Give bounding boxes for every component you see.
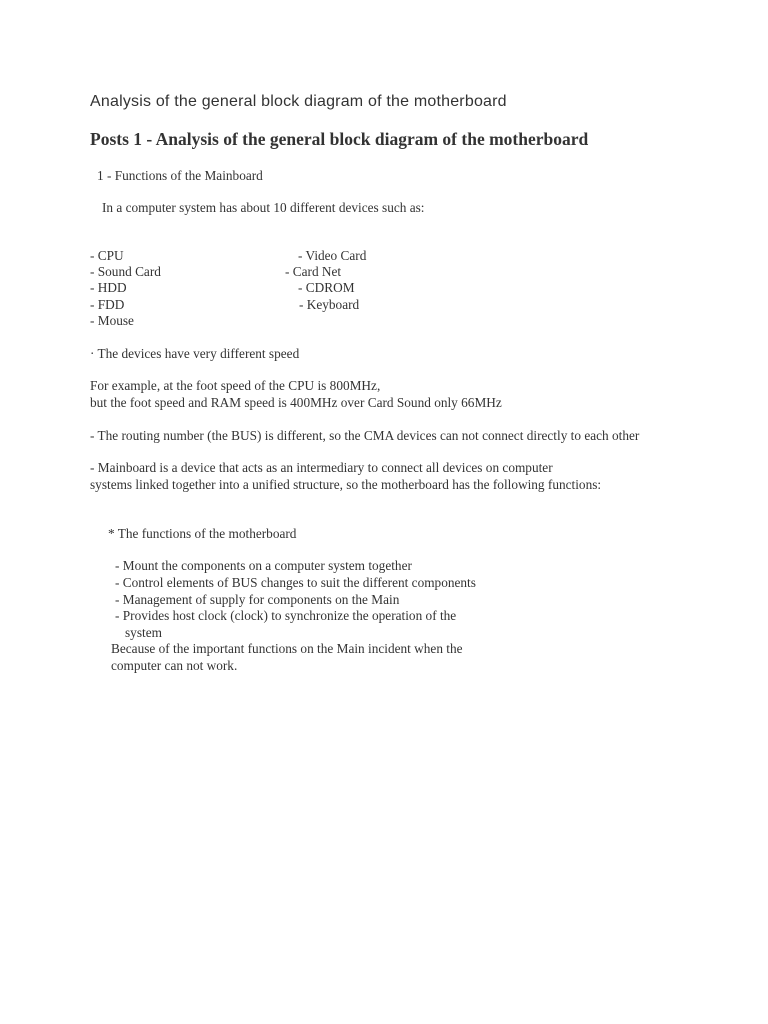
mainboard-line-1: - Mainboard is a device that acts as an intermediary to connect all devices on computer <box>90 460 553 475</box>
example-line-2: but the foot speed and RAM speed is 400MHz over Card Sound only 66MHz <box>90 395 502 410</box>
function-item: - Control elements of BUS changes to suit the different components <box>115 575 476 590</box>
device-item-hdd: - HDD <box>90 280 127 295</box>
function-item: - Management of supply for components on the Main <box>115 592 400 607</box>
intro-text: In a computer system has about 10 different devices such as: <box>102 200 425 215</box>
device-item-keyboard: - Keyboard <box>299 297 360 312</box>
device-item-sound-card: - Sound Card <box>90 264 161 279</box>
function-item: - Mount the components on a computer system together <box>115 558 412 573</box>
speed-bullet: · The devices have very different speed <box>90 346 300 361</box>
conclusion-line-1: Because of the important functions on the Main incident when the <box>111 641 463 656</box>
device-item-card-net: - Card Net <box>285 264 342 279</box>
example-line-1: For example, at the foot speed of the CPU is 800MHz, <box>90 378 381 393</box>
document-title: Analysis of the general block diagram of the motherboard <box>90 93 507 110</box>
post-title: Posts 1 - Analysis of the general block diagram of the motherboard <box>90 129 589 149</box>
mainboard-line-2: systems linked together into a unified structure, so the motherboard has the following functions: <box>90 477 602 492</box>
functions-heading: * The functions of the motherboard <box>108 526 297 541</box>
device-item-cpu: - CPU <box>90 248 124 263</box>
function-item: - Provides host clock (clock) to synchronize the operation of the <box>115 608 457 623</box>
function-item-continuation: system <box>125 625 162 640</box>
device-item-mouse: - Mouse <box>90 313 134 328</box>
device-item-video-card: - Video Card <box>298 248 367 263</box>
routing-paragraph: - The routing number (the BUS) is different, so the CMA devices can not connect directly to each other <box>90 428 640 443</box>
conclusion-line-2: computer can not work. <box>111 658 238 673</box>
section-heading: 1 - Functions of the Mainboard <box>97 168 263 183</box>
device-item-fdd: - FDD <box>90 297 125 312</box>
device-item-cdrom: - CDROM <box>298 280 355 295</box>
